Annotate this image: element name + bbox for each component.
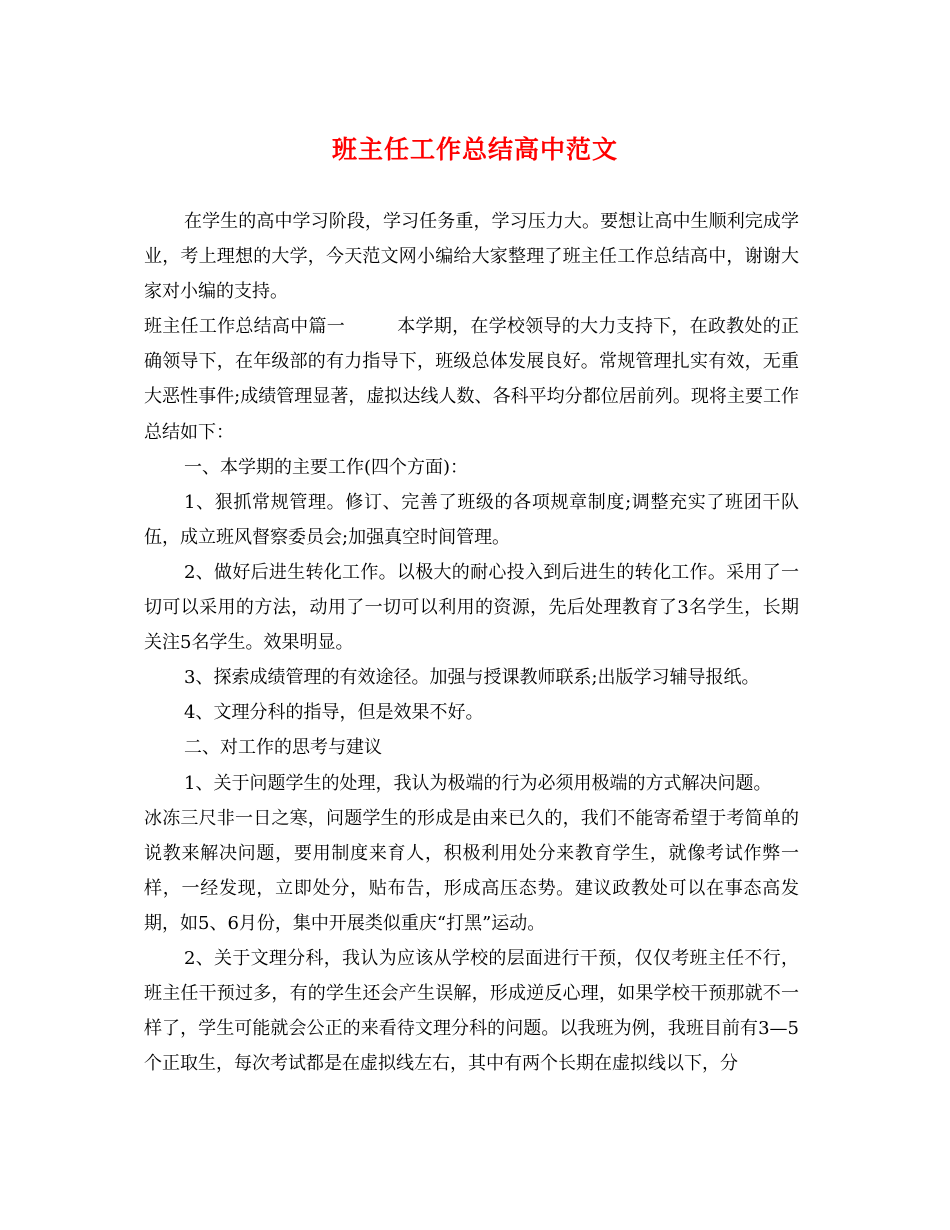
part1-paragraph	[144, 309, 799, 449]
document-title: 班主任工作总结高中范文	[331, 135, 618, 164]
item2-paragraph: 2、做好后进生转化工作。以极大的耐心投入到后进生的转化工作。采用了一切可以采用的方法，动用了一切可以利用的资源，先后处理教育了3名学生，长期关注5名学生。效果明显。	[144, 561, 799, 654]
suggestion1-first-line: 1、关于问题学生的处理，我认为极端的行为必须用极端的方式解决问题。	[184, 772, 772, 794]
part1-heading: 班主任工作总结高中篇一	[144, 316, 345, 338]
item4-paragraph: 4、文理分科的指导，但是效果不好。	[184, 702, 484, 724]
section2-heading: 二、对工作的思考与建议	[184, 737, 382, 759]
section1-heading: 一、本学期的主要工作(四个方面)：	[184, 456, 469, 478]
item1-paragraph: 1、狠抓常规管理。修订、完善了班级的各项规章制度;调整充实了班团干队伍，成立班风督察委员会;加强真空时间管理。	[144, 491, 799, 548]
document-body	[144, 204, 799, 1081]
intro-paragraph: 在学生的高中学习阶段，学习任务重，学习压力大。要想让高中生顺利完成学业，考上理想的大学，今天范文网小编给大家整理了班主任工作总结高中，谢谢大家对小编的支持。	[144, 211, 799, 303]
part1-text: 本学期，在学校领导的大力支持下，在政教处的正确领导下，在年级部的有力指导下，班级总体发展良好。常规管理扎实有效，无重大恶性事件;成绩管理显著，虚拟达线人数、各科平均分都位居前列。现将主要工作总结如下：	[144, 316, 799, 443]
suggestion1-paragraph: 冰冻三尺非一日之寒，问题学生的形成是由来已久的，我们不能寄希望于考简单的说教来解决问题，要用制度来育人，积极利用处分来教育学生，就像考试作弊一样，一经发现，立即处分，贴布告，形成高压态势。建议政教处可以在事态高发期，如5、6月份，集中开展类似重庆“打黑”运动。	[144, 807, 799, 934]
item3-paragraph: 3、探索成绩管理的有效途径。加强与授课教师联系;出版学习辅导报纸。	[184, 667, 760, 689]
suggestion2-paragraph: 2、关于文理分科，我认为应该从学校的层面进行干预，仅仅考班主任不行，班主任干预过多，有的学生还会产生误解，形成逆反心理，如果学校干预那就不一样了，学生可能就会公正的来看待文理分科的问题。以我班为例，我班目前有3—5个正取生，每次考试都是在虚拟线左右，其中有两个长期在虚拟线以下，分	[144, 947, 799, 1075]
